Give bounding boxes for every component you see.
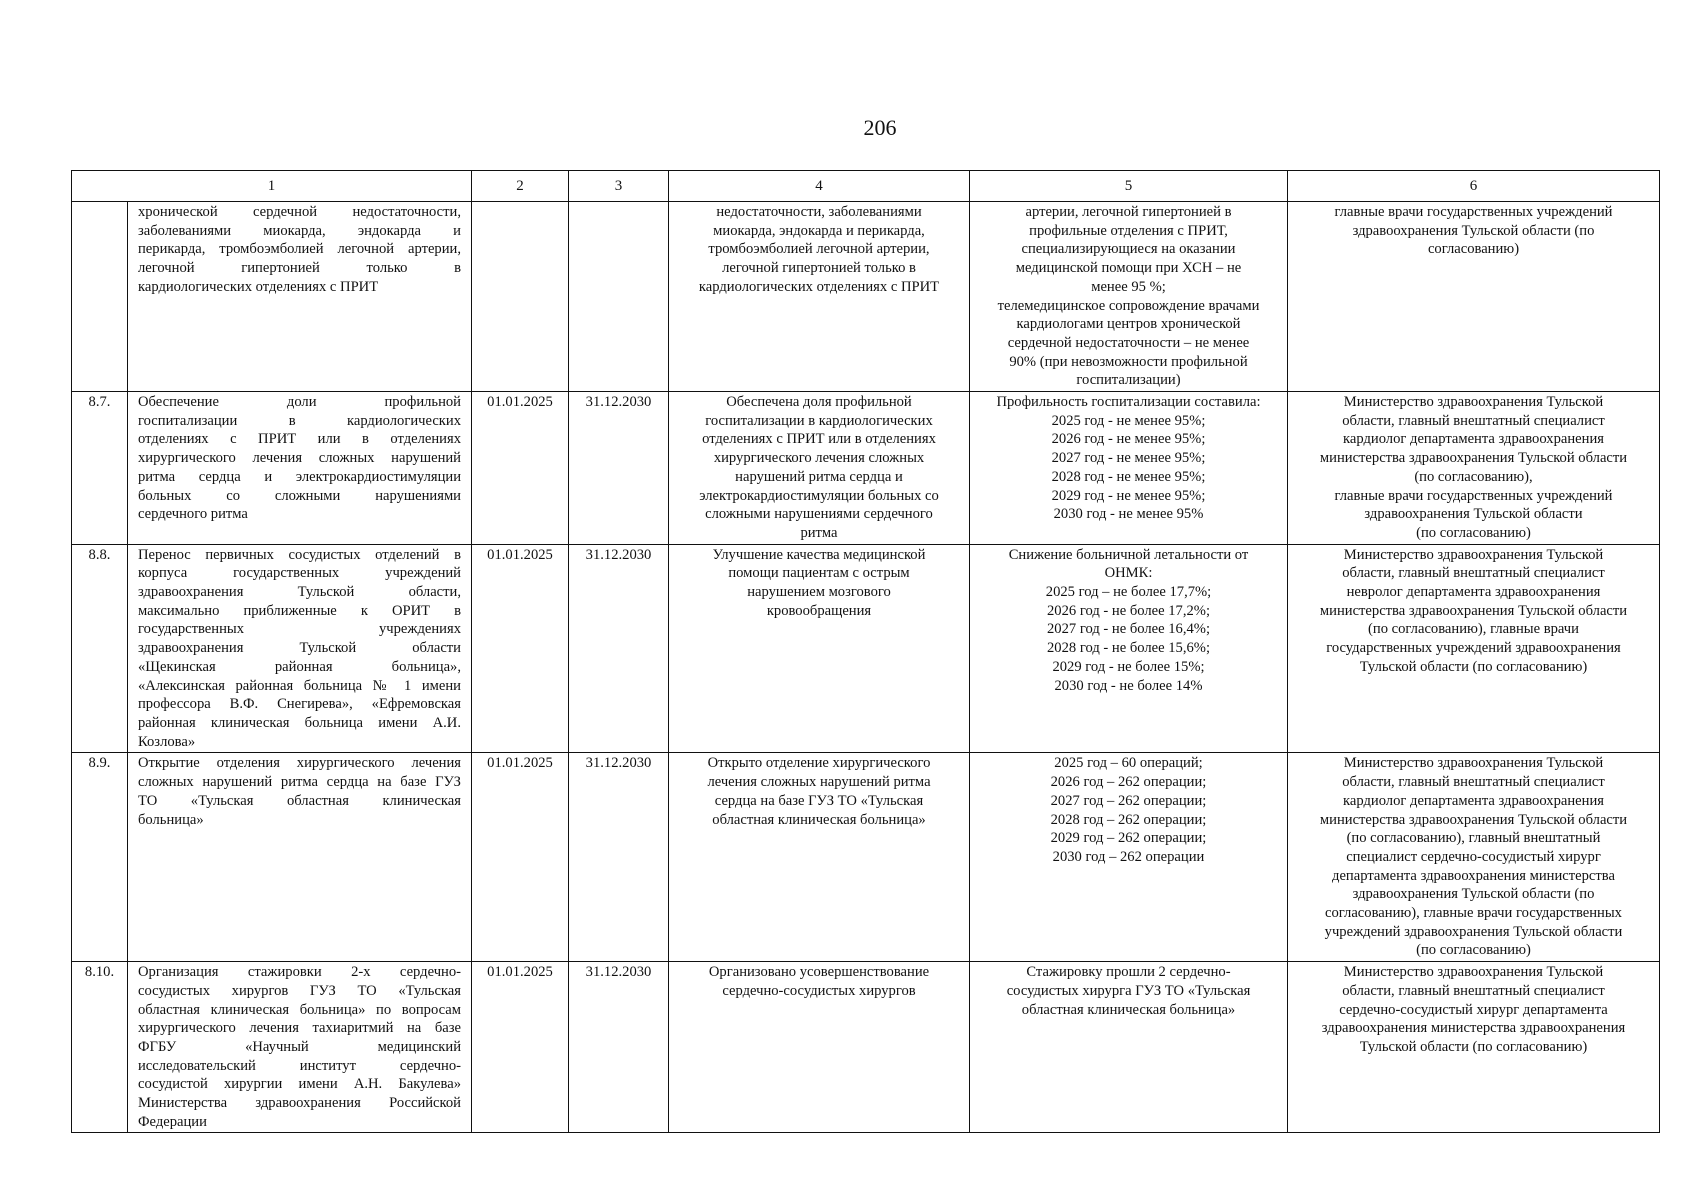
page-number: 206 [863,115,897,140]
table-row [72,392,1660,545]
indicator-line: 2030 год – 262 операции [1052,848,1205,865]
indicator-line: 2026 год – 262 операции; [1050,774,1207,791]
indicator-line: 2028 год - не менее 95%; [1051,468,1206,485]
activity-description [128,202,472,392]
description-line: хирургического лечения тахиаритмий на базе [138,1020,461,1037]
responsible-line: области, главный внештатный специалист [1342,982,1605,999]
result-line: нарушений ритма сердца и [735,468,903,485]
responsible-line: департамента здравоохранения министерства [1332,867,1615,884]
indicator-line: 2029 год - не более 15%; [1052,658,1205,675]
description-line: перикарда, тромбоэмболией легочной артерии, [138,241,461,258]
indicator-line: 2025 год – 60 операций; [1054,755,1203,772]
result-line: легочной гипертонией только в [722,260,916,277]
expected-result [669,753,970,962]
indicator-line: 2027 год - не менее 95%; [1051,450,1206,467]
description-line: Организация стажировки 2-х сердечно- [138,964,461,981]
responsible-line: Министерство здравоохранения Тульской [1343,394,1604,411]
table-header-row [72,171,1660,202]
responsible-line: (по согласованию), главный внештатный [1346,830,1601,847]
description-line: «Алексинская районная больница № 1 имени [138,677,461,694]
description-line: государственных учреждениях [138,621,461,638]
result-line: недостаточности, заболеваниями [716,204,922,220]
indicator-line: специализирующиеся на оказании [1021,241,1236,258]
row-number: 8.7. [72,392,128,545]
responsible-line: (по согласованию), [1414,468,1533,485]
description-line: госпитализации в кардиологических [138,412,461,429]
start-date: 01.01.2025 [472,392,569,545]
table-row [72,962,1660,1133]
description-line: профессора В.Ф. Снегирева», «Ефремовская [138,696,461,713]
expected-result [669,202,970,392]
indicator-line: 90% (при невозможности профильной [1009,353,1248,370]
description-line: отделениях с ПРИТ или в отделениях [138,431,461,448]
indicator-line: 2025 год – не более 17,7%; [1045,584,1212,601]
table-row [72,753,1660,962]
responsible-line: министерства здравоохранения Тульской области [1319,811,1628,828]
responsible-line: сердечно-сосудистый хирург департамента [1339,1001,1608,1018]
description-line: сложных нарушений ритма сердца на базе ГУЗ [138,774,461,791]
responsible-line: здравоохранения министерства здравоохранения [1321,1020,1626,1037]
indicator-line: 2028 год – 262 операции; [1050,811,1207,828]
description-line: Министерства здравоохранения Российской [138,1095,461,1112]
responsible-line: (по согласованию) [1416,942,1531,959]
responsible-line: главные врачи государственных учреждений [1334,204,1613,220]
end-date: 31.12.2030 [569,392,669,545]
start-date: 01.01.2025 [472,753,569,962]
responsible-line: кардиолог департамента здравоохранения [1343,431,1604,448]
responsible-executors [1288,544,1660,753]
description-line: кардиологических отделениях с ПРИТ [138,278,379,295]
responsible-line: государственных учреждений здравоохранения [1326,640,1621,657]
responsible-line: Министерство здравоохранения Тульской [1343,546,1604,563]
responsible-line: области, главный внештатный специалист [1342,774,1605,791]
expected-result [669,392,970,545]
expected-result [669,962,970,1133]
result-line: кардиологических отделениях с ПРИТ [698,278,940,295]
indicator-line: менее 95 %; [1091,278,1166,295]
column-header-1: 1 [72,171,472,202]
row-number [72,202,128,392]
activity-description [128,962,472,1133]
responsible-line: кардиолог департамента здравоохранения [1343,792,1604,809]
description-line: больных со сложными нарушениями [138,487,461,504]
description-line: Козлова» [138,733,196,750]
result-line: госпитализации в кардиологических [705,412,933,429]
responsible-line: Министерство здравоохранения Тульской [1343,964,1604,981]
responsible-line: Тульской области (по согласованию) [1359,658,1588,675]
indicator-line: 2026 год - не более 17,2%; [1046,602,1211,619]
responsible-line: учреждений здравоохранения Тульской области [1324,923,1623,940]
indicator [970,392,1288,545]
responsible-executors [1288,392,1660,545]
description-line: больница» [138,811,204,828]
description-line: хронической сердечной недостаточности, [138,204,461,220]
description-line: Открытие отделения хирургического лечения [138,755,461,772]
description-line: хирургического лечения сложных нарушений [138,450,461,467]
description-line: исследовательский институт сердечно- [138,1057,461,1074]
table-row [72,544,1660,753]
start-date [472,202,569,392]
indicator-line: 2029 год – 262 операции; [1050,830,1207,847]
responsible-line: министерства здравоохранения Тульской области [1319,602,1628,619]
result-line: Организовано усовершенствование [708,964,930,981]
description-line: сердечного ритма [138,506,248,523]
description-line: заболеваниями миокарда, эндокарда и [138,222,461,239]
result-line: сердечно-сосудистых хирургов [722,982,916,999]
end-date [569,202,669,392]
description-line: Перенос первичных сосудистых отделений в [138,546,461,563]
indicator-line: 2029 год - не менее 95%; [1051,487,1206,504]
activity-description [128,753,472,962]
responsible-line: здравоохранения Тульской области (по [1352,886,1595,903]
result-line: миокарда, эндокарда и перикарда, [713,222,925,239]
indicator-line: Снижение больничной летальности от [1008,546,1249,563]
indicator-line: Стажировку прошли 2 сердечно- [1026,964,1231,981]
responsible-line: Тульской области (по согласованию) [1359,1038,1588,1055]
result-line: сердца на базе ГУЗ ТО «Тульская [714,792,924,809]
indicator-line: 2027 год - не более 16,4%; [1046,621,1211,638]
indicator-line: 2030 год - не более 14% [1054,677,1203,694]
description-line: сосудистых хирургов ГУЗ ТО «Тульская [138,982,461,999]
indicator-line: кардиологами центров хронической [1016,316,1241,333]
table-row [72,202,1660,392]
activity-description [128,544,472,753]
result-line: хирургического лечения сложных [713,450,925,467]
column-header-5: 5 [970,171,1288,202]
indicator-line: 2030 год - не менее 95% [1053,506,1204,523]
indicator-line: 2025 год - не менее 95%; [1051,412,1206,429]
indicator-line: 2027 год – 262 операции; [1050,792,1207,809]
responsible-line: (по согласованию), главные врачи [1368,621,1579,638]
responsible-line: согласованию) [1427,241,1520,258]
result-line: областная клиническая больница» [712,811,926,828]
responsible-executors [1288,962,1660,1133]
responsible-line: главные врачи государственных учреждений [1334,487,1613,504]
column-header-2: 2 [472,171,569,202]
responsible-line: невролог департамента здравоохранения [1346,584,1601,601]
indicator-line: областная клиническая больница» [1021,1001,1236,1018]
indicator-line: профильные отделения с ПРИТ, [1029,222,1228,239]
indicator-line: сосудистых хирурга ГУЗ ТО «Тульская [1006,982,1251,999]
responsible-line: здравоохранения Тульской области (по [1352,222,1595,239]
indicator [970,544,1288,753]
end-date: 31.12.2030 [569,753,669,962]
description-line: ритма сердца и электрокардиостимуляции [138,468,461,485]
column-header-3: 3 [569,171,669,202]
responsible-line: здравоохранения Тульской области [1364,506,1583,523]
start-date: 01.01.2025 [472,962,569,1133]
indicator-line: Профильность госпитализации составила: [996,394,1261,411]
result-line: нарушением мозгового [747,584,891,601]
indicator-line: артерии, легочной гипертонией в [1025,204,1232,220]
description-line: «Щекинская районная больница», [138,658,461,675]
column-header-4: 4 [669,171,970,202]
result-line: Обеспечена доля профильной [726,394,912,411]
result-line: сложными нарушениями сердечного [705,506,933,523]
responsible-line: Министерство здравоохранения Тульской [1343,755,1604,772]
start-date: 01.01.2025 [472,544,569,753]
description-line: ФГБУ «Научный медицинский [138,1038,461,1055]
responsible-line: согласованию), главные врачи государственных [1325,905,1622,922]
indicator-line: госпитализации) [1076,372,1181,389]
responsible-line: министерства здравоохранения Тульской области [1319,450,1628,467]
result-line: помощи пациентам с острым [728,565,910,582]
description-line: корпуса государственных учреждений [138,565,461,582]
description-line: максимально приближенные к ОРИТ в [138,602,461,619]
end-date: 31.12.2030 [569,962,669,1133]
indicator [970,202,1288,392]
responsible-executors [1288,202,1660,392]
result-line: кровообращения [766,602,872,619]
row-number: 8.8. [72,544,128,753]
indicator-line: медицинской помощи при ХСН – не [1015,260,1242,277]
description-line: Федерации [138,1113,207,1130]
indicator [970,962,1288,1133]
end-date: 31.12.2030 [569,544,669,753]
result-line: Улучшение качества медицинской [712,546,926,563]
expected-result [669,544,970,753]
description-line: ТО «Тульская областная клиническая [138,792,461,809]
responsible-executors [1288,753,1660,962]
description-line: легочной гипертонией только в [138,260,461,277]
description-line: здравоохранения Тульской области [138,640,461,657]
result-line: тромбоэмболией легочной артерии, [708,241,930,258]
description-line: здравоохранения Тульской области, [138,584,461,601]
result-line: электрокардиостимуляции больных со [699,487,939,504]
description-line: сосудистой хирургии имени А.Н. Бакулева» [138,1076,461,1093]
indicator-line: 2028 год - не более 15,6%; [1046,640,1211,657]
column-header-6: 6 [1288,171,1660,202]
row-number: 8.9. [72,753,128,962]
responsible-line: области, главный внештатный специалист [1342,412,1605,429]
description-line: Обеспечение доли профильной [138,394,461,411]
result-line: ритма [800,524,838,541]
result-line: лечения сложных нарушений ритма [707,774,931,791]
indicator-line: 2026 год - не менее 95%; [1051,431,1206,448]
indicator-line: ОНМК: [1104,565,1153,582]
result-line: отделениях с ПРИТ или в отделениях [702,431,936,448]
row-number: 8.10. [72,962,128,1133]
indicator-line: телемедицинское сопровождение врачами [997,297,1260,314]
activities-table [71,170,1660,1133]
responsible-line: специалист сердечно-сосудистый хирург [1346,848,1601,865]
responsible-line: области, главный внештатный специалист [1342,565,1605,582]
responsible-line: (по согласованию) [1416,524,1531,541]
result-line: Открыто отделение хирургического [707,755,931,772]
description-line: областная клиническая больница» по вопросам [138,1001,461,1018]
indicator [970,753,1288,962]
indicator-line: сердечной недостаточности – не менее [1007,334,1250,351]
activity-description [128,392,472,545]
description-line: районная клиническая больница имени А.И. [138,714,461,731]
